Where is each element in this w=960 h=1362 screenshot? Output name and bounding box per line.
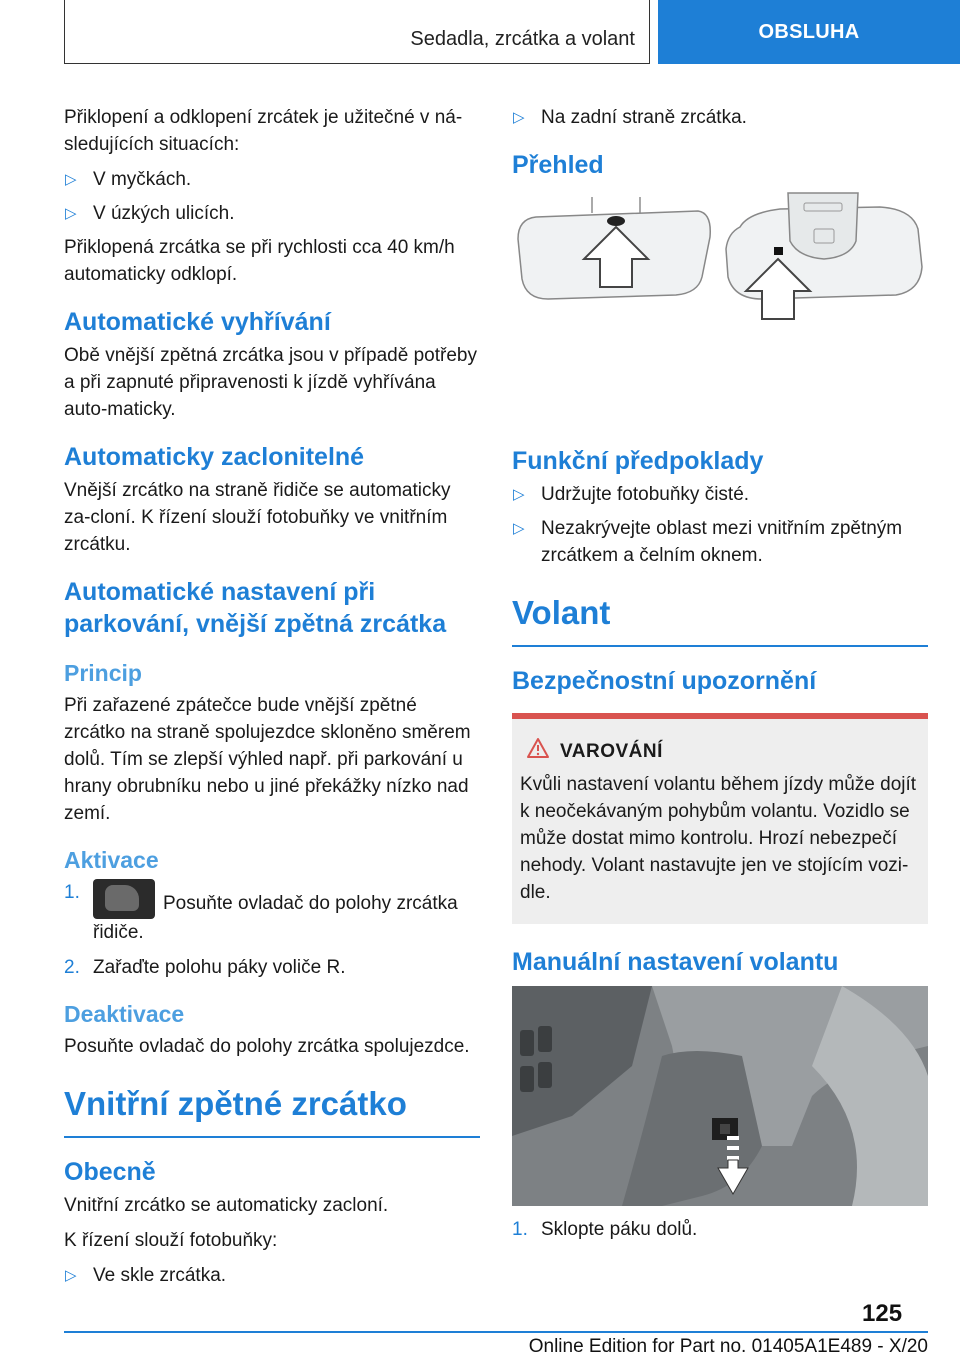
triangle-bullet-icon: ▷: [513, 520, 525, 537]
heading-dimming: Automaticky zaclonitelné: [64, 443, 365, 471]
list-item: ▷ V úzkých ulicích.: [64, 200, 480, 227]
header-chapter-tab: OBSLUHA: [658, 0, 960, 64]
warning-title: VAROVÁNÍ: [560, 741, 920, 763]
heading-principle: Princip: [64, 660, 142, 686]
list-item: ▷ V myčkách.: [64, 166, 480, 193]
intro-paragraph: Přiklopení a odklopení zrcátek je užitečné v ná-sledujících situacích:: [64, 107, 463, 155]
deactivation-paragraph: Posuňte ovladač do polohy zrcátka spolujezdce.: [64, 1036, 470, 1057]
left-column: [64, 104, 480, 1296]
triangle-bullet-icon: ▷: [513, 109, 525, 126]
heading-requirements: Funkční předpoklady: [512, 447, 764, 475]
warning-triangle-icon: [526, 737, 550, 759]
list-item: ▷ Na zadní straně zrcátka.: [512, 104, 928, 131]
heading-activation: Aktivace: [64, 847, 159, 873]
triangle-bullet-icon: ▷: [513, 486, 525, 503]
general-paragraph: Vnitřní zrcátko se automaticky zacloní.: [64, 1195, 389, 1216]
right-column: [512, 104, 928, 1251]
heading-deactivation: Deaktivace: [64, 1001, 185, 1027]
heading-overview: Přehled: [512, 151, 604, 179]
heating-paragraph: Obě vnější zpětná zrcátka jsou v případě potřeby a při zapnuté připravenosti k jízdě vyhřívána auto-maticky.: [64, 345, 477, 420]
triangle-bullet-icon: ▷: [65, 171, 77, 188]
dimming-paragraph: Vnější zrcátko na straně řidiče se automaticky za-cloní. K řízení slouží fotobuňky ve vnitřním zrcátku.: [64, 480, 451, 555]
heading-heating: Automatické vyhřívání: [64, 308, 331, 336]
list-item: 1. Sklopte páku dolů.: [512, 1219, 698, 1240]
list-item: ▷ Nezakrývejte oblast mezi vnitřním zpětným zrcátkem a čelním oknem.: [512, 515, 928, 569]
warning-box: [512, 713, 928, 924]
heading-general: Obecně: [64, 1158, 156, 1186]
page-number: 125: [862, 1300, 903, 1327]
photocell-front-icon: [607, 216, 625, 226]
header-section-title: Sedadla, zrcátka a volant: [410, 28, 635, 50]
photocell-paragraph: K řízení slouží fotobuňky:: [64, 1230, 278, 1251]
mirror-switch-icon: [93, 879, 155, 919]
triangle-bullet-icon: ▷: [65, 1267, 77, 1284]
warning-text: Kvůli nastavení volantu během jízdy může dojít k neočekávaným pohybům volantu. Vozidlo se může dostat mimo kontrolu. Hrozí nebezpečí nehody. Volant nastavujte jen ve stojícím vozi-dle.: [520, 774, 917, 903]
fold-speed-paragraph: Přiklopená zrcátka se při rychlosti cca 40 km/h automaticky odklopí.: [64, 237, 455, 285]
footer-edition: Online Edition for Part no. 01405A1E489 - X/20: [528, 1336, 928, 1357]
principle-paragraph: Při zařazené zpátečce bude vnější zpětné zrcátko na straně spolujezdce skloněno směrem dolů. Tím se zlepší výhled např. při parkování u hrany obrubníku nebo u jiné překážky nízko nad zemí.: [64, 695, 471, 824]
header-section-box: [64, 0, 650, 64]
list-item: 1. Posuňte ovladač do polohy zrcátka řidiče.: [64, 879, 480, 946]
list-item: ▷ Ve skle zrcátka.: [64, 1262, 480, 1289]
list-item: 2. Zařaďte polohu páky voliče R.: [64, 957, 346, 978]
heading-manual-adjust: Manuální nastavení volantu: [512, 948, 839, 976]
heading-parking: Automatické nastavení při parkování, vnější zpětná zrcátka: [64, 578, 447, 638]
triangle-bullet-icon: ▷: [65, 205, 77, 222]
footer-divider: [64, 1331, 928, 1333]
photocell-back-icon: [774, 247, 783, 255]
steering-column-photo: [512, 986, 928, 1206]
heading-steering-wheel: Volant: [512, 591, 928, 647]
list-item: ▷ Udržujte fotobuňky čisté.: [512, 481, 928, 508]
mirror-illustration: [512, 187, 928, 427]
heading-inner-mirror: Vnitřní zpětné zrcátko: [64, 1082, 480, 1138]
heading-safety: Bezpečnostní upozornění: [512, 667, 817, 695]
